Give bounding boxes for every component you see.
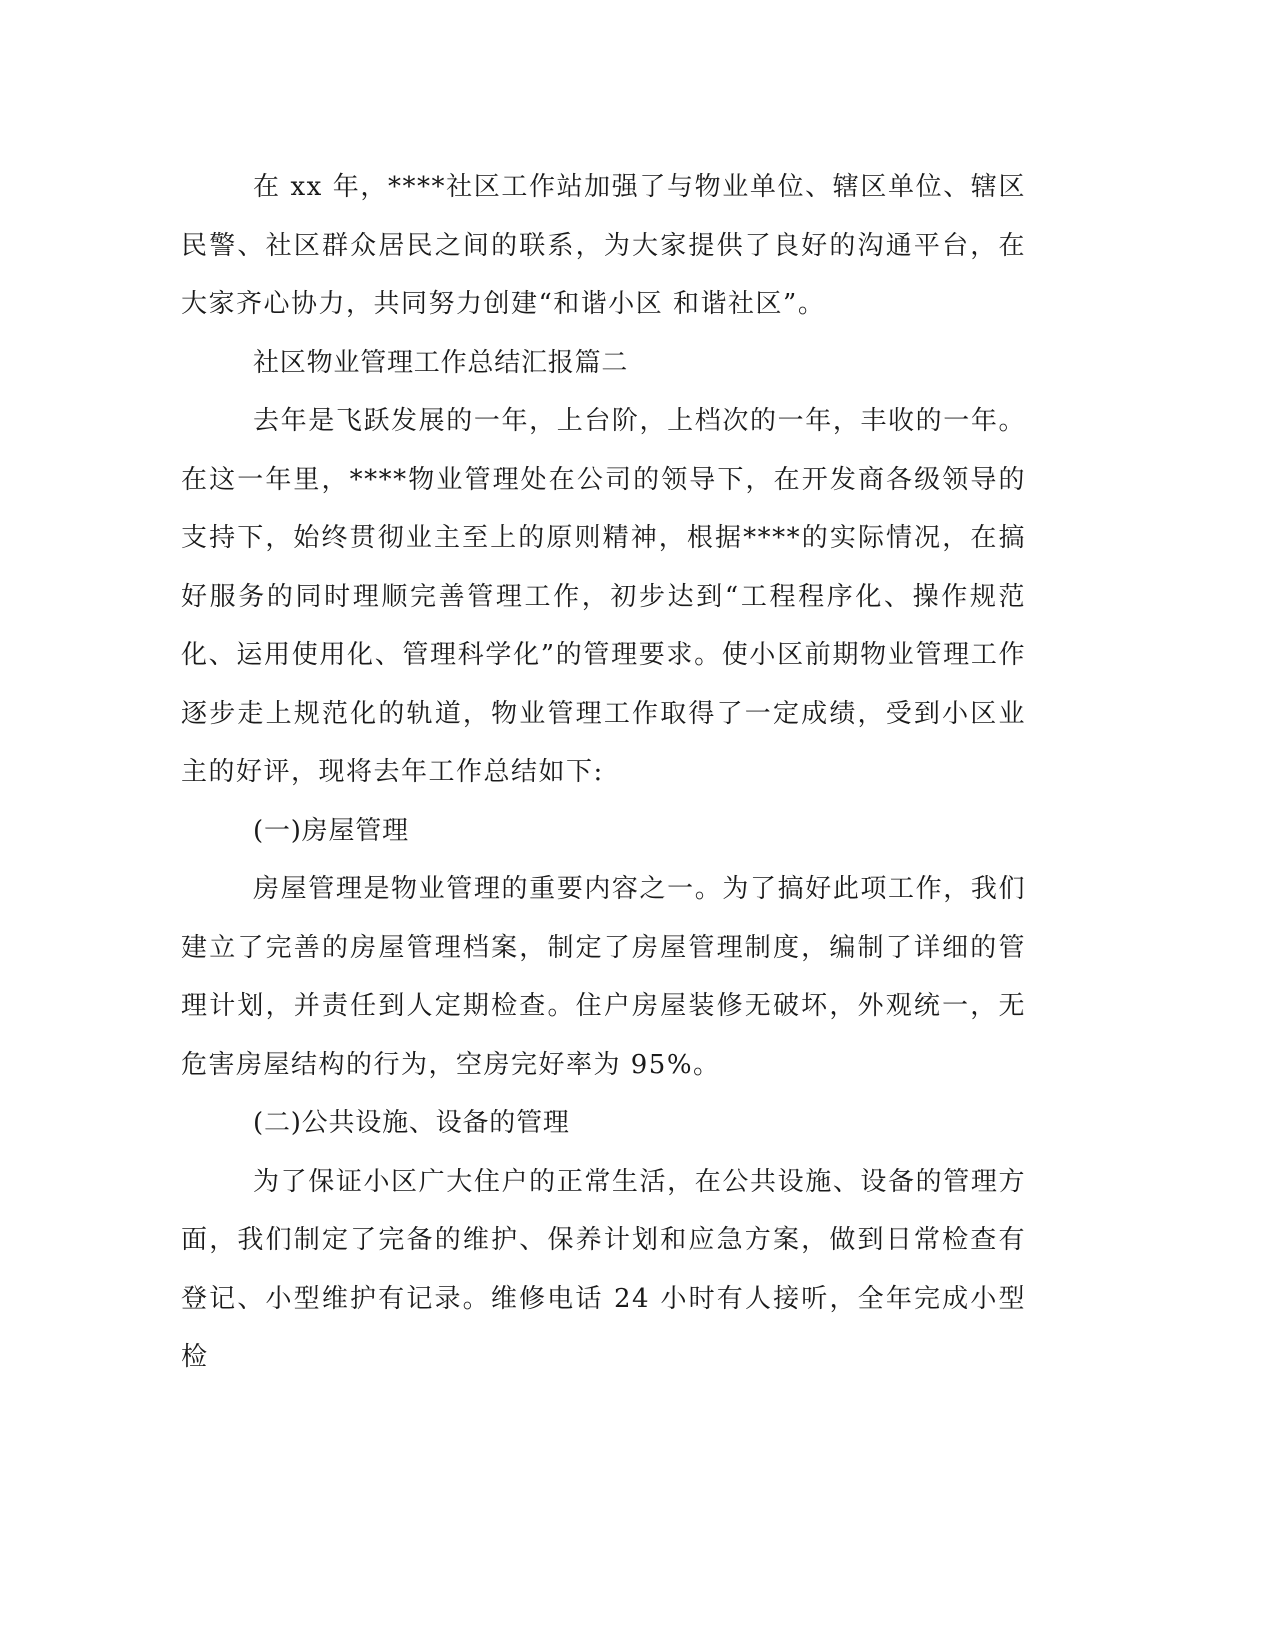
paragraph-public-facilities: 为了保证小区广大住户的正常生活，在公共设施、设备的管理方面，我们制定了完备的维护、保养计划和应急方案，做到日常检查有登记、小型维护有记录。维修电话 24 小时有人接听，全年完成小型检 xyxy=(181,1166,1026,1372)
paragraph-annual-overview: 去年是飞跃发展的一年，上台阶，上档次的一年，丰收的一年。在这一年里，****物业管理处在公司的领导下，在开发商各级领导的支持下，始终贯彻业主至上的原则精神，根据****的实际情况，在搞好服务的同时理顺完善管理工作，初步达到“工程程序化、操作规范化、运用使用化、管理科学化”的管理要求。使小区前期物业管理工作逐步走上规范化的轨道，物业管理工作取得了一定成绩，受到小区业主的好评，现将去年工作总结如下: xyxy=(181,406,1026,787)
document-body xyxy=(181,158,1026,1387)
section-title-report-part-two: 社区物业管理工作总结汇报篇二 xyxy=(253,347,629,378)
paragraph-housing-management: 房屋管理是物业管理的重要内容之一。为了搞好此项工作，我们建立了完善的房屋管理档案，制定了房屋管理制度，编制了详细的管理计划，并责任到人定期检查。住户房屋装修无破坏，外观统一，无危害房屋结构的行为，空房完好率为 95%。 xyxy=(181,874,1026,1080)
subsection-title-public-facilities: (二)公共设施、设备的管理 xyxy=(253,1108,570,1138)
subsection-title-housing-management: (一)房屋管理 xyxy=(253,815,409,846)
paragraph-community-liaison: 在 xx 年，****社区工作站加强了与物业单位、辖区单位、辖区民警、社区群众居民之间的联系，为大家提供了良好的沟通平台，在大家齐心协力，共同努力创建“和谐小区 和谐社区”。 xyxy=(181,172,1026,319)
